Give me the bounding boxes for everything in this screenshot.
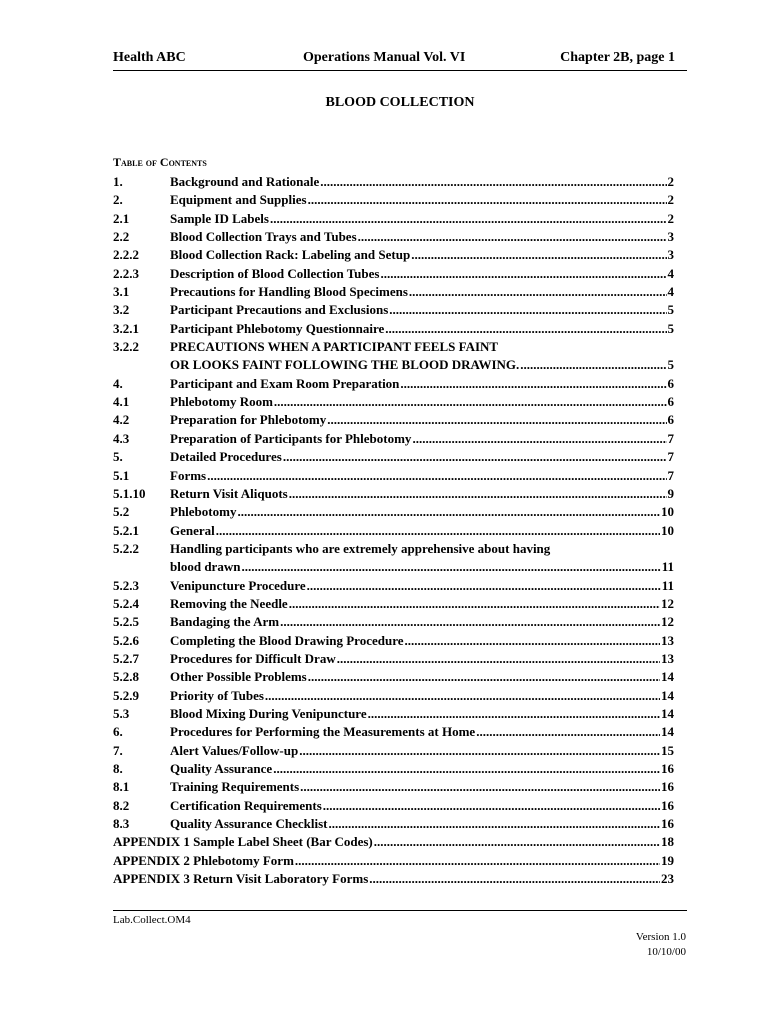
toc-dot-leader: [400, 375, 666, 393]
toc-entry: [113, 448, 674, 466]
toc-entry-title: Blood Collection Trays and Tubes: [170, 229, 357, 245]
toc-entry: [113, 668, 674, 686]
toc-entry-title: Forms: [170, 467, 207, 483]
toc-entry-number: 2.: [113, 192, 123, 208]
toc-entry-body: [170, 760, 674, 778]
toc-entry-page: 11: [661, 559, 674, 575]
toc-entry-body: [113, 870, 674, 888]
toc-entry-body: [170, 228, 674, 246]
toc-entry-number: 5.2: [113, 504, 130, 520]
toc-entry-title: APPENDIX 2 Phlebotomy Form: [113, 852, 294, 868]
toc-entry-body: [170, 687, 674, 705]
toc-entry-page: 19: [661, 852, 674, 868]
toc-entry: [113, 503, 674, 521]
toc-entry-title: Priority of Tubes: [170, 687, 264, 703]
toc-entry-body: [170, 778, 674, 796]
toc-entry-number: 2.2.2: [113, 247, 139, 263]
toc-entry-number: 6.: [113, 724, 123, 740]
toc-dot-leader: [216, 522, 660, 540]
toc-dot-leader: [283, 448, 667, 466]
toc-entry-page: 15: [661, 742, 674, 758]
toc-entry: [113, 558, 674, 576]
toc-entry-body: [170, 301, 674, 319]
toc-entry: [113, 467, 674, 485]
toc-dot-leader: [374, 833, 660, 851]
toc-entry-body: [170, 723, 674, 741]
toc-dot-leader: [368, 705, 660, 723]
toc-entry-body: [170, 191, 674, 209]
toc-entry-title: Removing the Needle: [170, 595, 288, 611]
toc-entry: [113, 742, 674, 760]
toc-entry-body: [113, 852, 674, 870]
toc-entry-page: 18: [661, 834, 674, 850]
toc-entry: [113, 411, 674, 429]
toc-dot-leader: [328, 815, 660, 833]
toc-entry-page: 6: [667, 412, 674, 428]
header-manual-title: Operations Manual Vol. VI: [303, 50, 466, 65]
toc-entry-body: [170, 411, 674, 429]
toc-entry-title: Procedures for Difficult Draw: [170, 650, 336, 666]
toc-entry-page: 5: [667, 302, 674, 318]
toc-entry-body: [170, 356, 674, 374]
toc-entry-title: Sample ID Labels: [170, 210, 269, 226]
toc-dot-leader: [308, 668, 660, 686]
toc-entry-title: Return Visit Aliquots: [170, 485, 288, 501]
toc-entry-page: 4: [667, 284, 674, 300]
toc-entry-body: [170, 393, 674, 411]
toc-dot-leader: [412, 430, 666, 448]
toc-entry-number: 4.3: [113, 430, 130, 446]
toc-entry-title: General: [170, 522, 215, 538]
toc-entry-body: [170, 467, 674, 485]
toc-entry-number: 3.1: [113, 284, 130, 300]
toc-dot-leader: [274, 393, 667, 411]
toc-entry: [113, 778, 674, 796]
toc-entry-title: Description of Blood Collection Tubes: [170, 265, 380, 281]
toc-entry-number: 8.3: [113, 816, 130, 832]
toc-entry-number: 5.2.5: [113, 614, 139, 630]
toc-entry-number: 5.2.7: [113, 650, 139, 666]
toc-entry-title: Preparation of Participants for Phlebotomy: [170, 430, 412, 446]
toc-entry-title: Equipment and Supplies: [170, 192, 307, 208]
toc-dot-leader: [307, 577, 661, 595]
toc-entry-page: 2: [667, 210, 674, 226]
toc-dot-leader: [308, 191, 667, 209]
toc-dot-leader: [237, 503, 660, 521]
toc-entry-page: 5: [667, 320, 674, 336]
toc-dot-leader: [369, 870, 660, 888]
toc-entry: [113, 210, 674, 228]
toc-entry: [113, 522, 674, 540]
toc-entry: [113, 320, 674, 338]
toc-entry-number: 4.1: [113, 394, 130, 410]
toc-entry: [113, 595, 674, 613]
toc-dot-leader: [241, 558, 660, 576]
toc-entry-number: 5.2.1: [113, 522, 139, 538]
toc-entry-body: [170, 485, 674, 503]
footer-version: Version 1.0: [635, 931, 686, 943]
toc-entry-title: Preparation for Phlebotomy: [170, 412, 327, 428]
toc-entry-title: Other Possible Problems: [170, 669, 307, 685]
toc-entry-title: Training Requirements: [170, 779, 300, 795]
toc-entry-body: [170, 558, 674, 576]
toc-entry-body: [170, 668, 674, 686]
toc-entry-number: 5.2.3: [113, 577, 139, 593]
toc-entry: [113, 173, 674, 191]
toc-entry-number: 2.1: [113, 210, 130, 226]
page-header: [113, 50, 687, 71]
document-title: BLOOD COLLECTION: [325, 95, 475, 110]
toc-entry-title: PRECAUTIONS WHEN A PARTICIPANT FEELS FAINT: [170, 339, 499, 355]
toc-entry-page: 7: [667, 430, 674, 446]
toc-entry-number: 5.: [113, 449, 123, 465]
toc-dot-leader: [299, 742, 660, 760]
toc-entry-body: [170, 320, 674, 338]
toc-dot-leader: [411, 246, 666, 264]
toc-entry: [113, 852, 674, 870]
footer-date: 10/10/00: [646, 946, 686, 958]
toc-entry: [113, 577, 674, 595]
toc-entry-title: Quality Assurance: [170, 761, 273, 776]
footer-file-id: Lab.Collect.OM4: [113, 914, 191, 926]
footer-version-block: [636, 930, 686, 960]
toc-entry-page: 3: [667, 229, 674, 245]
toc-entry-page: 7: [667, 449, 674, 465]
toc-entry-number: 2.2.3: [113, 265, 139, 281]
toc-entry-body: [170, 375, 674, 393]
toc-entry-body: [170, 797, 674, 815]
toc-dot-leader: [280, 613, 660, 631]
toc-entry-number: 5.2.9: [113, 687, 139, 703]
toc-entry: [113, 540, 674, 558]
toc-entry: [113, 705, 674, 723]
toc-entry-page: 10: [661, 522, 674, 538]
toc-entry-body: [170, 338, 674, 356]
toc-dot-leader: [520, 356, 666, 374]
toc-entry-page: 10: [661, 504, 674, 520]
toc-entry-number: 3.2.1: [113, 320, 139, 336]
toc-entry: [113, 797, 674, 815]
toc-entry: [113, 228, 674, 246]
toc-entry-title: Detailed Procedures: [170, 449, 282, 465]
toc-dot-leader: [273, 760, 660, 778]
toc-entry: [113, 833, 674, 851]
toc-entry-page: 16: [661, 761, 674, 776]
toc-entry: [113, 632, 674, 650]
toc-dot-leader: [207, 467, 666, 485]
toc-entry-page: 9: [667, 485, 674, 501]
toc-entry: [113, 338, 674, 356]
toc-entry-page: 7: [667, 467, 674, 483]
toc-dot-leader: [300, 778, 660, 796]
toc-dot-leader: [337, 650, 660, 668]
toc-entry: [113, 613, 674, 631]
toc-entry-number: 7.: [113, 742, 123, 758]
toc-entry-title: Quality Assurance Checklist: [170, 816, 328, 832]
toc-entry-number: 1.: [113, 174, 123, 189]
toc-entry-page: 13: [661, 632, 674, 648]
toc-dot-leader: [389, 301, 666, 319]
toc-entry: [113, 687, 674, 705]
toc-entry-title: Handling participants who are extremely apprehensive about having: [170, 540, 551, 556]
toc-entry-page: 16: [661, 816, 674, 832]
toc-entry-number: 8.: [113, 761, 123, 776]
toc-entry-title: Venipuncture Procedure: [170, 577, 306, 593]
toc-entry: [113, 870, 674, 888]
header-study-name: Health ABC: [113, 50, 186, 65]
toc-entry-page: 14: [661, 687, 674, 703]
toc-entry: [113, 815, 674, 833]
toc-entry-body: [170, 503, 674, 521]
toc-dot-leader: [405, 632, 660, 650]
toc-dot-leader: [289, 485, 667, 503]
toc-entry-body: [170, 430, 674, 448]
toc-entry-title: Participant Precautions and Exclusions: [170, 302, 389, 318]
toc-entry-title: Procedures for Performing the Measurements at Home: [170, 724, 476, 740]
toc-entry-number: 2.2: [113, 229, 130, 245]
toc-dot-leader: [385, 320, 666, 338]
toc-entry-body: [170, 595, 674, 613]
toc-entry-title: Precautions for Handling Blood Specimens: [170, 284, 408, 300]
toc-entry-body: [170, 577, 674, 595]
toc-entry-page: 16: [661, 779, 674, 795]
toc-entry: [113, 430, 674, 448]
toc-entry-page: 14: [661, 724, 674, 740]
toc-entry-title: Phlebotomy: [170, 504, 237, 520]
toc-entry-body: [170, 448, 674, 466]
toc-entry-page: 14: [661, 669, 674, 685]
toc-entry-title: Alert Values/Follow-up: [170, 742, 299, 758]
toc-entry-number: 3.2: [113, 302, 130, 318]
toc-entry-page: 6: [667, 394, 674, 410]
toc-entry-page: 12: [661, 595, 674, 611]
toc-entry: [113, 650, 674, 668]
footer-divider: [113, 910, 687, 911]
toc-entry: [113, 301, 674, 319]
toc-entry: [113, 375, 674, 393]
toc-entry: [113, 265, 674, 283]
toc-dot-leader: [295, 852, 660, 870]
toc-entry-number: 5.1.10: [113, 485, 146, 501]
toc-dot-leader: [265, 687, 660, 705]
toc-entry-body: [170, 246, 674, 264]
toc-entry-number: 5.2.2: [113, 540, 139, 556]
toc-entry-body: [170, 210, 674, 228]
toc-entry: [113, 191, 674, 209]
toc-entry-page: 4: [667, 265, 674, 281]
toc-entry-body: [170, 283, 674, 301]
toc-entry-body: [170, 705, 674, 723]
toc-dot-leader: [380, 265, 666, 283]
toc-entry-number: 5.2.8: [113, 669, 139, 685]
toc-entry-body: [170, 265, 674, 283]
toc-entry-number: 5.2.6: [113, 632, 139, 648]
toc-entry-body: [170, 540, 674, 558]
toc-entry-page: 12: [661, 614, 674, 630]
toc-entry-number: 4.2: [113, 412, 130, 428]
toc-entry-page: 2: [667, 174, 674, 189]
toc-entry-page: 6: [667, 375, 674, 391]
toc-entry-number: 8.2: [113, 797, 130, 813]
toc-entry-title: APPENDIX 3 Return Visit Laboratory Forms: [113, 871, 369, 887]
toc-entry-title: Phlebotomy Room: [170, 394, 273, 410]
toc-entry-body: [170, 815, 674, 833]
toc-entry-page: 5: [667, 357, 674, 373]
toc-dot-leader: [323, 797, 660, 815]
toc-entry-page: 11: [661, 577, 674, 593]
toc-entry-number: 4.: [113, 375, 123, 391]
toc-entry-title: Completing the Blood Drawing Procedure: [170, 632, 404, 648]
toc-entry-page: 23: [661, 871, 674, 887]
toc-dot-leader: [289, 595, 660, 613]
toc-entry-title: blood drawn: [170, 559, 241, 575]
toc-entry-number: 3.2.2: [113, 339, 139, 355]
toc-entry-title: Bandaging the Arm: [170, 614, 280, 630]
toc-entry: [113, 356, 674, 374]
toc-entry-number: 5.3: [113, 705, 130, 721]
toc-entry: [113, 393, 674, 411]
toc-dot-leader: [358, 228, 667, 246]
toc-dot-leader: [320, 173, 666, 191]
table-of-contents: [113, 173, 674, 888]
toc-entry-body: [170, 173, 674, 191]
toc-entry-body: [170, 613, 674, 631]
toc-entry-page: 14: [661, 705, 674, 721]
toc-entry-title: Participant Phlebotomy Questionnaire: [170, 320, 385, 336]
toc-entry-body: [170, 632, 674, 650]
toc-dot-leader: [327, 411, 666, 429]
toc-entry-body: [170, 522, 674, 540]
toc-dot-leader: [476, 723, 660, 741]
toc-entry: [113, 246, 674, 264]
toc-dot-leader: [409, 283, 667, 301]
toc-entry-title: Blood Collection Rack: Labeling and Setup: [170, 247, 411, 263]
toc-entry-body: [170, 650, 674, 668]
toc-entry-number: 5.2.4: [113, 595, 139, 611]
toc-entry-page: 2: [667, 192, 674, 208]
toc-entry-title: Certification Requirements: [170, 797, 322, 813]
toc-entry-number: 8.1: [113, 779, 130, 795]
toc-entry: [113, 283, 674, 301]
toc-entry: [113, 760, 674, 778]
toc-entry-title: APPENDIX 1 Sample Label Sheet (Bar Codes): [113, 834, 373, 850]
toc-entry-body: [113, 833, 674, 851]
toc-entry-number: 5.1: [113, 467, 130, 483]
toc-entry: [113, 723, 674, 741]
toc-entry-title: Participant and Exam Room Preparation: [170, 375, 400, 391]
toc-entry-title: OR LOOKS FAINT FOLLOWING THE BLOOD DRAWING.: [170, 357, 520, 373]
toc-entry-title: Background and Rationale: [170, 174, 320, 189]
toc-entry-body: [170, 742, 674, 760]
toc-dot-leader: [270, 210, 667, 228]
toc-entry-page: 16: [661, 797, 674, 813]
toc-entry-page: 13: [661, 650, 674, 666]
toc-entry-page: 3: [667, 247, 674, 263]
toc-entry-title: Blood Mixing During Venipuncture: [170, 705, 367, 721]
toc-heading: Table of Contents: [113, 155, 207, 169]
header-chapter-page: Chapter 2B, page 1: [560, 50, 675, 65]
toc-entry: [113, 485, 674, 503]
